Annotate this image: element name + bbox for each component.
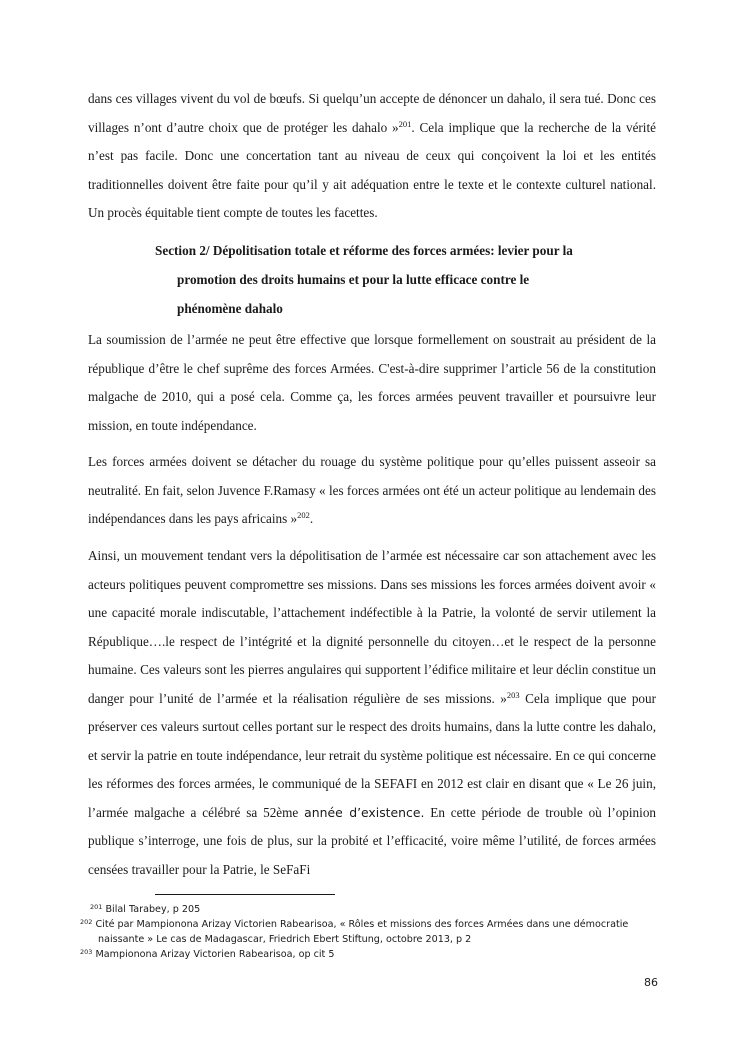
footnote	[80, 902, 660, 917]
footnote-text: Bilal Tarabey, p 205	[102, 904, 201, 915]
footnotes	[80, 902, 660, 962]
paragraph-text: année d’existence.	[304, 804, 425, 820]
paragraph-text: .	[309, 511, 314, 526]
paragraph-text: En cette période de trouble où l’opinion publique s’interroge, une fois de plus, sur la probité et l’efficacité, voire même l’utilité, de forces armées censées travailler pour la Patrie, le SeFaFi	[88, 804, 657, 877]
paragraph-text: Cela implique que pour préserver ces valeurs surtout celles portant sur le respect des droits humains, dans la lutte contre les dahalo, et servir la patrie en toute indépendance, leur retrait du système politique est nécessaire. En ce qui concerne les réformes des forces armées, le communiqué de la SEFAFI en 2012 est clair en disant que « Le 26 juin, l’armée malgache a célébré sa 52ème	[88, 690, 656, 820]
paragraph: La soumission de l’armée ne peut être effective que lorsque formellement on soustrait au président de la république d’être le chef suprême des forces Armées. C'est-à-dire supprimer l’article 56 de la constitution malgache de 2010, qui a posé cela. Comme ça, les forces armées peuvent travailler et poursuivre leur mission, en toute indépendance.	[88, 332, 656, 433]
paragraph-text: Ainsi, un mouvement tendant vers la dépolitisation de l’armée est nécessaire car son attachement avec les acteurs politiques peuvent compromettre ses missions. Dans ses missions les forces armées doivent avoir « une capacité morale indiscutable, l’attachement indéfectible à la Patrie, la volonté de servir utilement la République….le respect de l’intégrité et la dignité personnelle du citoyen…et le respect de la personne humaine. Ces valeurs sont les pierres angulaires qui supportent l’édifice militaire et leur déclin constitue un danger pour l’unité de l’armée et la réalisation régulière de ses missions. »	[88, 548, 656, 706]
section-heading-line: promotion des droits humains et pour la lutte efficace contre le	[177, 272, 530, 287]
footnote-separator	[155, 894, 335, 895]
paragraph	[88, 85, 656, 228]
paragraph-text: . Cela implique que la recherche de la vérité n’est pas facile. Donc une concertation tant au niveau de ceux qui conçoivent la loi et les entités traditionnelles doivent être faite pour qu’il y ait adéquation entre le texte et le contexte culturel national. Un procès équitable tient compte de toutes les facettes.	[88, 119, 656, 220]
footnote-reference[interactable]: 202	[297, 510, 310, 520]
footnote-text: naissante » Le cas de Madagascar, Friedrich Ebert Stiftung, octobre 2013, p 2	[98, 934, 472, 945]
footnote	[80, 947, 660, 962]
footnote-number: 202	[80, 918, 93, 926]
section-heading-line: Section 2/ Dépolitisation totale et réforme des forces armées: levier pour la	[155, 243, 573, 258]
paragraph-text: dans ces villages vivent du vol de bœufs. Si quelqu’un accepte de dénoncer un dahalo, il sera tué. Donc ces villages n’ont d’autre choix que de protéger les dahalo »	[88, 91, 656, 135]
paragraph	[88, 542, 656, 884]
footnote-text: Cité par Mampionona Arizay Victorien Rabearisoa, « Rôles et missions des forces Armées dans une démocratie	[92, 919, 629, 930]
section-heading	[155, 236, 655, 323]
paragraph	[88, 448, 656, 534]
footnote	[80, 917, 660, 947]
section-heading-line: phénomène dahalo	[177, 301, 283, 316]
page-number: 86	[644, 976, 658, 989]
footnote-text: Mampionona Arizay Victorien Rabearisoa, op cit 5	[92, 949, 335, 960]
footnote-number: 203	[80, 948, 93, 956]
footnote-number: 201	[90, 903, 103, 911]
footnote-reference[interactable]: 203	[506, 689, 520, 700]
footnote-reference[interactable]: 201	[398, 118, 412, 129]
paragraph-text: Les forces armées doivent se détacher du rouage du système politique pour qu’elles puissent asseoir sa neutralité. En fait, selon Juvence F.Ramasy « les forces armées ont été un acteur politique au lendemain des indépendances dans les pays africains »	[88, 454, 656, 526]
